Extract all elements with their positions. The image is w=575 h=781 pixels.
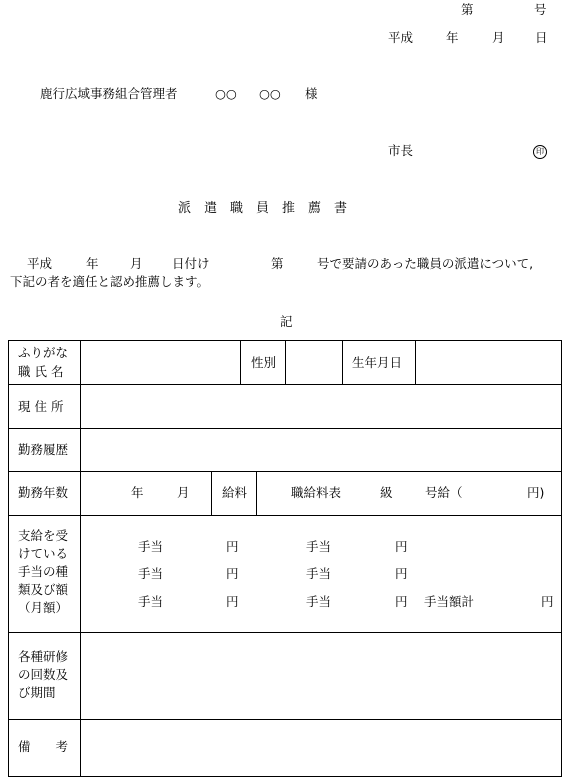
salary-table: 職給料表 (291, 485, 342, 500)
name-label: 職 氏 名 (18, 364, 64, 379)
allowance-item-3: 手当 (138, 566, 164, 581)
body-year: 年 (86, 256, 99, 271)
salary-yen: 円) (527, 485, 545, 500)
years-month: 月 (177, 485, 190, 500)
body-day: 日付け (172, 256, 210, 271)
salary-label: 給料 (222, 485, 248, 500)
training-label: 各種研修 の回数及 び期間 (18, 649, 69, 700)
years-year: 年 (131, 485, 144, 500)
body-month: 月 (130, 256, 143, 271)
allowance-yen-2: 円 (395, 539, 408, 554)
body-era: 平成 (27, 256, 53, 271)
number-go: 号 (534, 2, 547, 17)
allowance-item-5: 手当 (138, 594, 164, 609)
gender-label: 性別 (251, 355, 277, 370)
body-rest: 号で要請のあった職員の派遣について, (317, 256, 534, 271)
birthdate-label: 生年月日 (352, 355, 403, 370)
history-label: 勤務履歴 (18, 442, 69, 457)
date-day: 日 (535, 30, 548, 45)
years-label: 勤務年数 (18, 485, 69, 500)
allowance-yen-3: 円 (226, 566, 239, 581)
date-era: 平成 (388, 30, 414, 45)
salary-step: 号給（ (425, 485, 463, 500)
addressee-honorific: 様 (305, 86, 318, 101)
body-line2: 下記の者を適任と認め推薦します。 (10, 274, 210, 289)
allowance-yen-1: 円 (226, 539, 239, 554)
date-month: 月 (492, 30, 505, 45)
remarks-label: 備 考 (18, 739, 69, 754)
allowance-item-4: 手当 (306, 566, 332, 581)
allowance-item-2: 手当 (306, 539, 332, 554)
allowance-label: 支給を受 けている 手当の種 類及び額 （月額） (18, 528, 69, 615)
date-year: 年 (446, 30, 459, 45)
sender-title: 市長 (388, 143, 414, 158)
furigana-label: ふりがな (18, 345, 69, 360)
body-dai: 第 (271, 256, 284, 271)
salary-grade: 級 (380, 485, 393, 500)
doc-title: 派 遣 職 員 推 薦 書 (178, 201, 348, 216)
addressee-name2: ○○ (259, 86, 281, 101)
allowance-item-1: 手当 (138, 539, 164, 554)
allowance-yen-4: 円 (395, 566, 408, 581)
allowance-total-label: 手当額計 (424, 594, 475, 609)
allowance-item-6: 手当 (306, 594, 332, 609)
seal-icon: 印 (533, 145, 547, 159)
allowance-yen-6: 円 (395, 594, 408, 609)
number-dai: 第 (461, 2, 474, 17)
allowance-yen-5: 円 (226, 594, 239, 609)
addressee-name1: ○○ (215, 86, 237, 101)
ki-label: 記 (280, 314, 293, 329)
address-label: 現 住 所 (18, 399, 64, 414)
addressee-org: 鹿行広域事務組合管理者 (40, 86, 178, 101)
allowance-total-yen: 円 (541, 594, 554, 609)
